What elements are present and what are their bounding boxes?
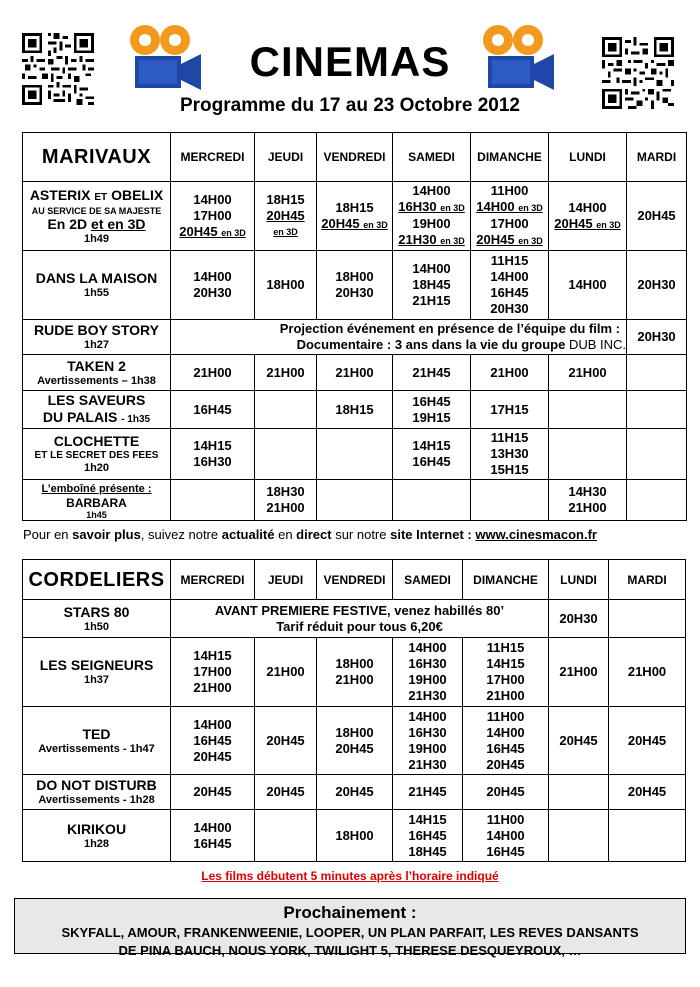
showtime: 20H30	[559, 610, 598, 626]
showtime-cell	[255, 707, 317, 775]
day-header: JEUDI	[255, 133, 317, 182]
showtime-cell	[609, 638, 686, 707]
showtime: 20H30	[335, 285, 374, 300]
showtime-cell	[317, 429, 393, 480]
format-3d-label: en 3D	[221, 227, 246, 238]
showtime-cell	[317, 810, 393, 862]
showtime-cell	[171, 251, 255, 320]
film-title-cell	[23, 480, 171, 521]
showtime: 21H00	[568, 364, 607, 380]
showtime: 20H45	[554, 215, 593, 231]
coming-soon-heading: Prochainement :	[283, 903, 417, 922]
format-3d-label: en 3D	[440, 203, 465, 213]
showtime: 20H45	[486, 784, 525, 799]
showtime: 18H00	[266, 277, 305, 292]
showtime: 21H00	[266, 500, 305, 515]
showtime-cell	[549, 600, 609, 638]
film-title: DANS LA MAISON	[35, 270, 158, 286]
showtime: 21H00	[266, 364, 305, 380]
showtime-cell	[393, 429, 471, 480]
showtime: 21H00	[193, 680, 232, 695]
showtime-cell	[549, 775, 609, 810]
showtime-cell	[471, 182, 549, 251]
film-title: LES SEIGNEURS	[39, 657, 154, 673]
showtime: 17H00	[490, 216, 529, 231]
showtime: 18H00	[335, 827, 374, 843]
showtime-cell	[255, 251, 317, 320]
page-title: CINEMAS	[249, 38, 451, 85]
film-duration: 1h28	[83, 837, 110, 850]
showtime-cell	[255, 182, 317, 251]
film-format: et en 3D	[91, 215, 146, 232]
showtime-cell	[471, 251, 549, 320]
cinema-name: MARIVAUX	[23, 133, 171, 182]
showtime-cell	[609, 707, 686, 775]
table-row	[23, 251, 687, 320]
website-link[interactable]: www.cinesmacon.fr	[475, 527, 597, 542]
format-3d-label: en 3D	[518, 203, 543, 213]
film-title: OBELIX	[111, 186, 164, 203]
table-row	[23, 775, 686, 810]
table-row	[23, 638, 686, 707]
film-title-cell	[23, 810, 171, 862]
showtime: 19H00	[412, 216, 451, 231]
day-header: LUNDI	[549, 560, 609, 600]
info-text: actualité	[221, 527, 275, 542]
day-header: DIMANCHE	[463, 560, 549, 600]
showtime-cell	[255, 391, 317, 429]
showtime: 18H15	[335, 401, 374, 417]
showtime: 21H30	[408, 688, 447, 703]
showtime-cell	[627, 429, 687, 480]
day-header: SAMEDI	[393, 560, 463, 600]
coming-soon-list: SKYFALL, AMOUR, FRANKENWEENIE, LOOPER, UN PLAN PARFAIT, LES REVES DANSANTS	[61, 925, 639, 940]
showtime-cell	[317, 775, 393, 810]
showtime-cell	[609, 810, 686, 862]
film-duration: 1h37	[83, 674, 110, 686]
showtime: 11H00	[486, 811, 525, 827]
showtime: 16H45	[412, 454, 451, 469]
film-duration: 1h27	[83, 339, 110, 351]
showtime: 11H15	[490, 430, 529, 445]
showtime: 14H00	[408, 708, 447, 724]
showtime-cell	[549, 480, 627, 521]
showtime-cell	[471, 391, 549, 429]
film-title: BARBARA	[66, 496, 127, 510]
showtime: 14H00	[568, 199, 607, 215]
showtime: 20H45	[266, 784, 305, 799]
showtime: 14H00	[193, 716, 232, 732]
film-title: STARS 80	[63, 603, 130, 620]
showtime-cell	[255, 480, 317, 521]
showtime: 21H00	[568, 500, 607, 515]
showtime: 21H30	[398, 232, 437, 247]
showtime-cell	[627, 182, 687, 251]
start-time-notice: Les films débutent 5 minutes après l’horaire indiqué	[201, 869, 499, 883]
table-header-row	[23, 560, 686, 600]
film-title-cell	[23, 391, 171, 429]
showtime: 19H15	[412, 409, 451, 425]
showtime: 21H45	[412, 364, 451, 380]
showtime: 21H00	[559, 664, 598, 679]
showtime: 21H00	[627, 664, 667, 679]
showtime: 16H45	[490, 285, 529, 300]
film-format: En 2D	[47, 215, 88, 232]
format-3d-label: en 3D	[596, 219, 621, 230]
table-header-row	[23, 133, 687, 182]
info-text: sur notre	[331, 527, 391, 542]
info-text: site Internet :	[390, 527, 476, 542]
film-title-cell	[23, 429, 171, 480]
film-title: ASTERIX	[29, 186, 91, 203]
day-header: VENDREDI	[317, 560, 393, 600]
film-subtitle: Avertissements - 1h47	[38, 742, 155, 755]
showtime-cell	[171, 775, 255, 810]
showtime-cell	[393, 391, 471, 429]
event-cell	[171, 320, 627, 355]
info-text: Pour en	[23, 527, 73, 542]
showtime: 20H45	[266, 732, 305, 748]
event-text: Projection événement en présence de l’équipe du film :	[279, 321, 620, 336]
showtime: 16H30	[408, 656, 447, 671]
format-3d-label: en 3D	[440, 236, 465, 246]
showtime: 21H30	[408, 756, 447, 772]
showtime: 14H30	[568, 484, 607, 499]
showtime: 16H30	[398, 199, 437, 214]
table-row	[23, 429, 687, 480]
showtime: 18H45	[412, 277, 451, 292]
film-duration: - 1h35	[121, 413, 151, 425]
marivaux-schedule-table	[22, 132, 687, 521]
showtime-cell	[393, 480, 471, 521]
showtime: 11H00	[490, 183, 529, 198]
showtime: 13H30	[490, 446, 529, 461]
showtime-cell	[317, 355, 393, 391]
film-duration: 1h50	[83, 620, 110, 633]
showtime: 21H00	[490, 364, 529, 380]
showtime: 20H45	[266, 208, 305, 223]
showtime-cell	[549, 429, 627, 480]
showtime-cell	[317, 251, 393, 320]
info-text: direct	[296, 527, 332, 542]
showtime: 15H15	[490, 462, 529, 477]
showtime-cell	[471, 480, 549, 521]
showtime-cell	[549, 182, 627, 251]
page-subtitle: Programme du 17 au 23 Octobre 2012	[179, 95, 521, 116]
showtime-cell	[317, 638, 393, 707]
showtime-cell	[627, 251, 687, 320]
table-row	[23, 391, 687, 429]
showtime-cell	[549, 251, 627, 320]
showtime: 17H15	[490, 401, 529, 417]
day-header: JEUDI	[255, 560, 317, 600]
format-3d-label: en 3D	[273, 227, 298, 237]
showtime: 21H00	[193, 364, 232, 380]
showtime: 11H15	[490, 253, 529, 268]
film-title-cell	[23, 638, 171, 707]
day-header: LUNDI	[549, 133, 627, 182]
showtime: 18H15	[266, 192, 305, 207]
showtime-cell	[393, 182, 471, 251]
showtime: 20H45	[335, 784, 374, 799]
film-subtitle: ET LE SECRET DES FEES	[34, 450, 159, 461]
showtime: 16H45	[193, 835, 232, 851]
showtime-cell	[627, 320, 687, 355]
showtime-cell	[255, 775, 317, 810]
showtime-cell	[317, 182, 393, 251]
showtime-cell	[171, 391, 255, 429]
showtime-cell	[463, 707, 549, 775]
showtime: 14H00	[412, 183, 451, 198]
showtime-cell	[393, 638, 463, 707]
day-header: MARDI	[627, 133, 687, 182]
film-title-cell	[23, 320, 171, 355]
showtime: 20H30	[193, 285, 232, 300]
showtime-cell	[471, 429, 549, 480]
showtime: 20H45	[476, 232, 515, 247]
film-title: DU PALAIS	[42, 408, 118, 425]
showtime-cell	[255, 355, 317, 391]
showtime: 18H00	[335, 656, 374, 671]
film-intro: L’emboîné présente :	[41, 483, 152, 495]
showtime: 21H00	[335, 672, 374, 687]
event-text: DUB INC.	[568, 337, 626, 352]
showtime-cell	[609, 775, 686, 810]
showtime: 20H45	[193, 748, 232, 764]
showtime: 14H00	[568, 277, 607, 292]
showtime: 14H00	[193, 191, 232, 207]
showtime: 18H30	[266, 484, 305, 499]
film-title: LES SAVEURS	[47, 391, 146, 408]
showtime-cell	[255, 429, 317, 480]
showtime: 16H45	[486, 740, 525, 756]
event-cell	[171, 600, 549, 638]
table-row	[23, 810, 686, 862]
showtime: 18H00	[335, 724, 374, 740]
showtime: 20H30	[637, 329, 676, 344]
showtime-cell	[393, 707, 463, 775]
showtime: 20H30	[637, 277, 676, 292]
showtime-cell	[317, 707, 393, 775]
day-header: MERCREDI	[171, 133, 255, 182]
table-row	[23, 182, 687, 251]
table-row	[23, 320, 687, 355]
showtime: 16H45	[486, 843, 525, 859]
showtime: 20H45	[321, 215, 360, 231]
film-title-cell	[23, 707, 171, 775]
showtime: 14H15	[486, 656, 525, 671]
showtime-cell	[549, 638, 609, 707]
showtime: 21H00	[266, 664, 305, 679]
showtime-cell	[171, 707, 255, 775]
showtime-cell	[549, 355, 627, 391]
showtime: 20H45	[637, 208, 676, 223]
day-header: DIMANCHE	[471, 133, 549, 182]
showtime: 21H15	[412, 293, 451, 308]
showtime-cell	[171, 810, 255, 862]
film-title: RUDE BOY STORY	[34, 322, 159, 338]
coming-soon-box	[14, 898, 686, 958]
showtime: 16H45	[193, 732, 232, 748]
showtime: 14H15	[412, 438, 451, 453]
showtime: 20H45	[193, 784, 232, 799]
film-title: TED	[82, 725, 111, 742]
film-subtitle: AU SERVICE DE SA MAJESTE	[31, 205, 162, 216]
showtime: 20H45	[179, 223, 218, 239]
film-subtitle: Avertissements – 1h38	[37, 374, 156, 387]
showtime: 18H45	[408, 843, 447, 859]
cordeliers-schedule-table	[22, 559, 686, 862]
table-row	[23, 355, 687, 391]
day-header: MERCREDI	[171, 560, 255, 600]
showtime: 17H00	[193, 207, 232, 223]
day-header: MARDI	[609, 560, 686, 600]
showtime-cell	[171, 182, 255, 251]
event-text: Tarif réduit pour tous 6,20€	[276, 618, 443, 634]
showtime: 11H00	[486, 708, 525, 724]
showtime: 14H00	[490, 269, 529, 284]
showtime: 21H00	[486, 688, 525, 703]
film-title-cell	[23, 355, 171, 391]
showtime-cell	[549, 810, 609, 862]
film-title: ET	[94, 191, 108, 203]
film-title: TAKEN 2	[67, 357, 126, 374]
showtime-cell	[317, 480, 393, 521]
showtime: 21H00	[335, 364, 374, 380]
showtime: 14H00	[476, 199, 515, 214]
showtime-cell	[393, 355, 471, 391]
showtime-cell	[171, 480, 255, 521]
showtime: 20H45	[486, 756, 525, 772]
showtime-cell	[463, 638, 549, 707]
film-title-cell	[23, 600, 171, 638]
showtime: 17H00	[486, 672, 525, 687]
showtime: 14H00	[408, 640, 447, 655]
showtime: 16H45	[412, 393, 451, 409]
showtime-cell	[255, 638, 317, 707]
showtime-cell	[171, 638, 255, 707]
showtime: 11H15	[486, 640, 525, 655]
showtime: 20H45	[559, 732, 598, 748]
showtime-cell	[171, 429, 255, 480]
showtime: 16H30	[193, 454, 232, 469]
cinema-name: CORDELIERS	[23, 560, 171, 600]
showtime-cell	[549, 391, 627, 429]
showtime: 14H00	[412, 261, 451, 276]
film-duration: 1h49	[83, 232, 110, 245]
day-header: VENDREDI	[317, 133, 393, 182]
film-duration: 1h55	[83, 287, 110, 299]
showtime: 14H00	[486, 827, 525, 843]
showtime: 19H00	[408, 740, 447, 756]
showtime: 14H00	[486, 724, 525, 740]
info-text: savoir plus	[72, 527, 141, 542]
showtime: 20H45	[627, 732, 667, 748]
showtime-cell	[609, 600, 686, 638]
format-3d-label: en 3D	[363, 219, 388, 230]
showtime-cell	[463, 810, 549, 862]
event-text: Documentaire : 3 ans dans la vie du groupe	[296, 337, 566, 352]
day-header: SAMEDI	[393, 133, 471, 182]
showtime: 16H45	[408, 827, 447, 843]
table-row	[23, 600, 686, 638]
showtime: 14H00	[193, 819, 232, 835]
format-3d-label: en 3D	[518, 236, 543, 246]
showtime-cell	[393, 775, 463, 810]
table-row	[23, 707, 686, 775]
film-title-cell	[23, 251, 171, 320]
showtime-cell	[171, 355, 255, 391]
showtime-cell	[317, 391, 393, 429]
showtime-cell	[549, 707, 609, 775]
event-text: AVANT PREMIERE FESTIVE, venez habillés 80’	[214, 602, 505, 618]
showtime: 17H00	[193, 664, 232, 679]
showtime: 14H15	[193, 648, 232, 663]
film-duration: 1h20	[83, 462, 110, 474]
showtime: 14H00	[193, 269, 232, 284]
table-row	[23, 480, 687, 521]
film-title-cell	[23, 775, 171, 810]
showtime: 21H45	[408, 784, 447, 799]
showtime-cell	[471, 355, 549, 391]
showtime: 18H00	[335, 269, 374, 284]
info-text: , suivez notre	[140, 527, 222, 542]
showtime-cell	[393, 810, 463, 862]
showtime: 14H15	[193, 438, 232, 453]
showtime: 20H30	[490, 301, 529, 316]
info-line	[23, 527, 597, 542]
showtime-cell	[393, 251, 471, 320]
showtime-cell	[255, 810, 317, 862]
showtime-cell	[627, 391, 687, 429]
showtime: 20H45	[335, 740, 374, 756]
showtime: 16H30	[408, 724, 447, 740]
showtime: 20H45	[627, 784, 667, 799]
showtime-cell	[627, 355, 687, 391]
film-title-cell	[23, 182, 171, 251]
film-title: KIRIKOU	[66, 820, 127, 837]
showtime: 18H15	[335, 199, 374, 215]
film-title: DO NOT DISTURB	[36, 777, 157, 793]
showtime: 16H45	[193, 401, 232, 417]
showtime-cell	[627, 480, 687, 521]
film-subtitle: Avertissements - 1h28	[38, 794, 155, 806]
film-duration: 1h45	[86, 510, 107, 520]
showtime-cell	[463, 775, 549, 810]
showtime: 14H15	[408, 811, 447, 827]
info-text: en	[274, 527, 297, 542]
showtime: 19H00	[408, 672, 447, 687]
coming-soon-list: DE PINA BAUCH, NOUS YORK, TWILIGHT 5, THERESE DESQUEYROUX, …	[118, 943, 582, 958]
film-title: CLOCHETTE	[53, 433, 140, 449]
